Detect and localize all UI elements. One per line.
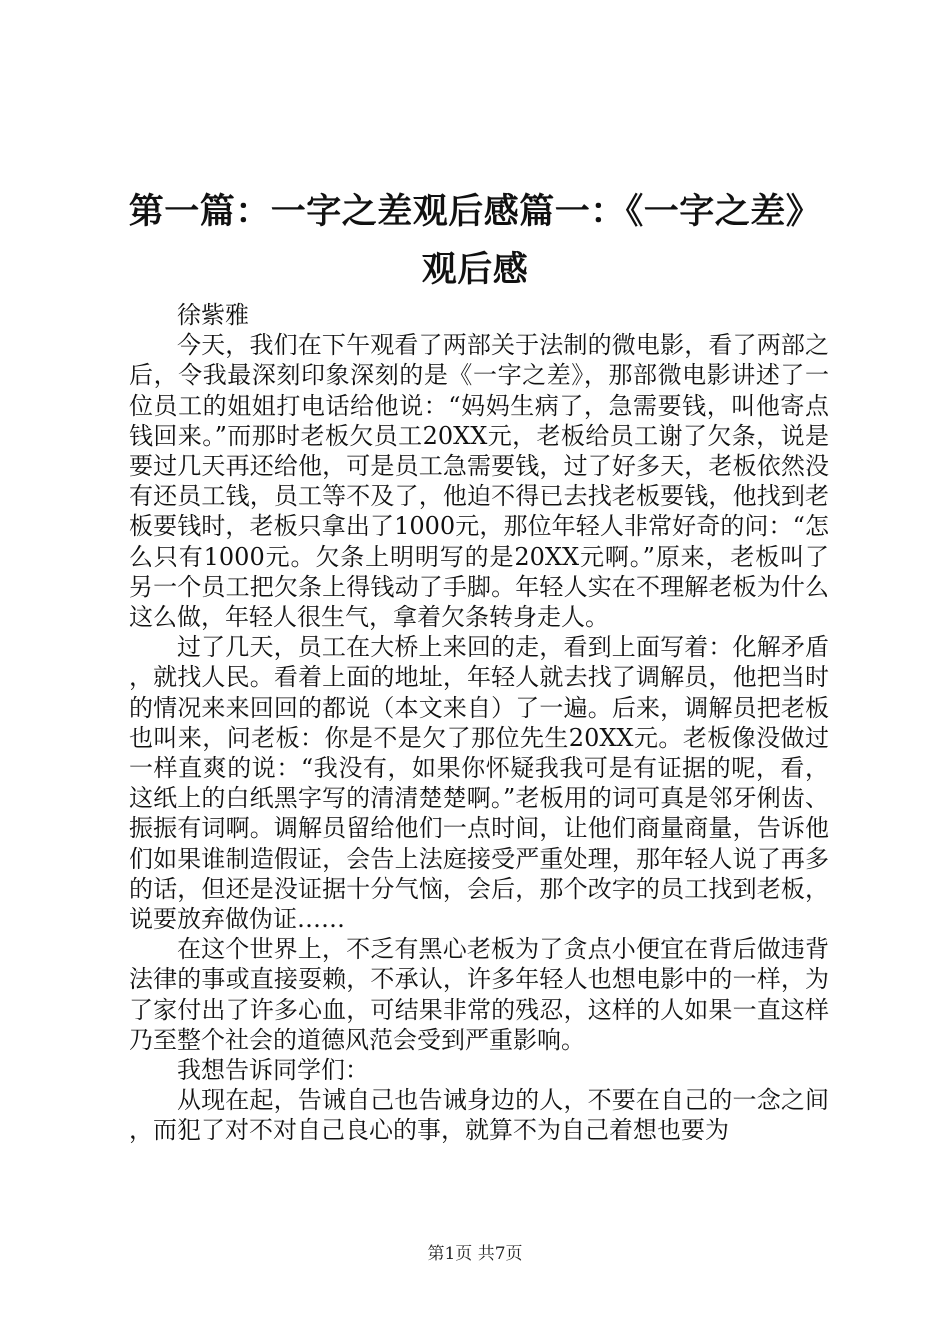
paragraph: 在这个世界上，不乏有黑心老板为了贪点小便宜在背后做违背法律的事或直接耍赖，不承认，许多年轻人也想电影中的一样，为了家付出了许多心血，可结果非常的残忍，这样的人如果一直这样乃至整个社会的道德风范会受到严重影响。: [129, 935, 829, 1054]
paragraph: 从现在起，告诫自己也告诫身边的人，不要在自己的一念之间，而犯了对不对自己良心的事，就算不为自己着想也要为: [129, 1086, 829, 1145]
page-number: 第1页 共7页: [427, 1244, 523, 1264]
paragraph: 过了几天，员工在大桥上来回的走，看到上面写着：化解矛盾，就找人民。看着上面的地址，年轻人就去找了调解员，他把当时的情况来来回回的都说（本文来自）了一遍。后来，调解员把老板也叫来，问老板：你是不是欠了那位先生20XX元。老板像没做过一样直爽的说：“我没有，如果你怀疑我我可是有证据的呢，看，这纸上的白纸黑字写的清清楚楚啊。”老板用的词可真是邻牙俐齿、振振有词啊。调解员留给他们一点时间，让他们商量商量，告诉他们如果谁制造假证，会告上法庭接受严重处理，那年轻人说了再多的话，但还是没证据十分气恼，会后，那个改字的员工找到老板，说要放弃做伪证……: [129, 633, 829, 934]
document-body: [129, 300, 829, 1146]
paragraph: 我想告诉同学们：: [177, 1056, 369, 1085]
paragraph: 今天，我们在下午观看了两部关于法制的微电影，看了两部之后，令我最深刻印象深刻的是《一字之差》，那部微电影讲述了一位员工的姐姐打电话给他说：“妈妈生病了，急需要钱，叫他寄点钱回来。”而那时老板欠员工20XX元，老板给员工谢了欠条，说是要过几天再还给他，可是员工急需要钱，过了好多天，老板依然没有还员工钱，员工等不及了，他迫不得已去找老板要钱，他找到老板要钱时，老板只拿出了1000元，那位年轻人非常好奇的问：“怎么只有1000元。欠条上明明写的是20XX元啊。”原来，老板叫了另一个员工把欠条上得钱动了手脚。年轻人实在不理解老板为什么这么做，年轻人很生气，拿着欠条转身走人。: [129, 331, 829, 632]
author-name: 徐紫雅: [177, 301, 249, 329]
document-title-line-2: 观后感: [421, 249, 529, 290]
document-title-line-1: 第一篇：一字之差观后感篇一：《一字之差》: [128, 191, 822, 232]
